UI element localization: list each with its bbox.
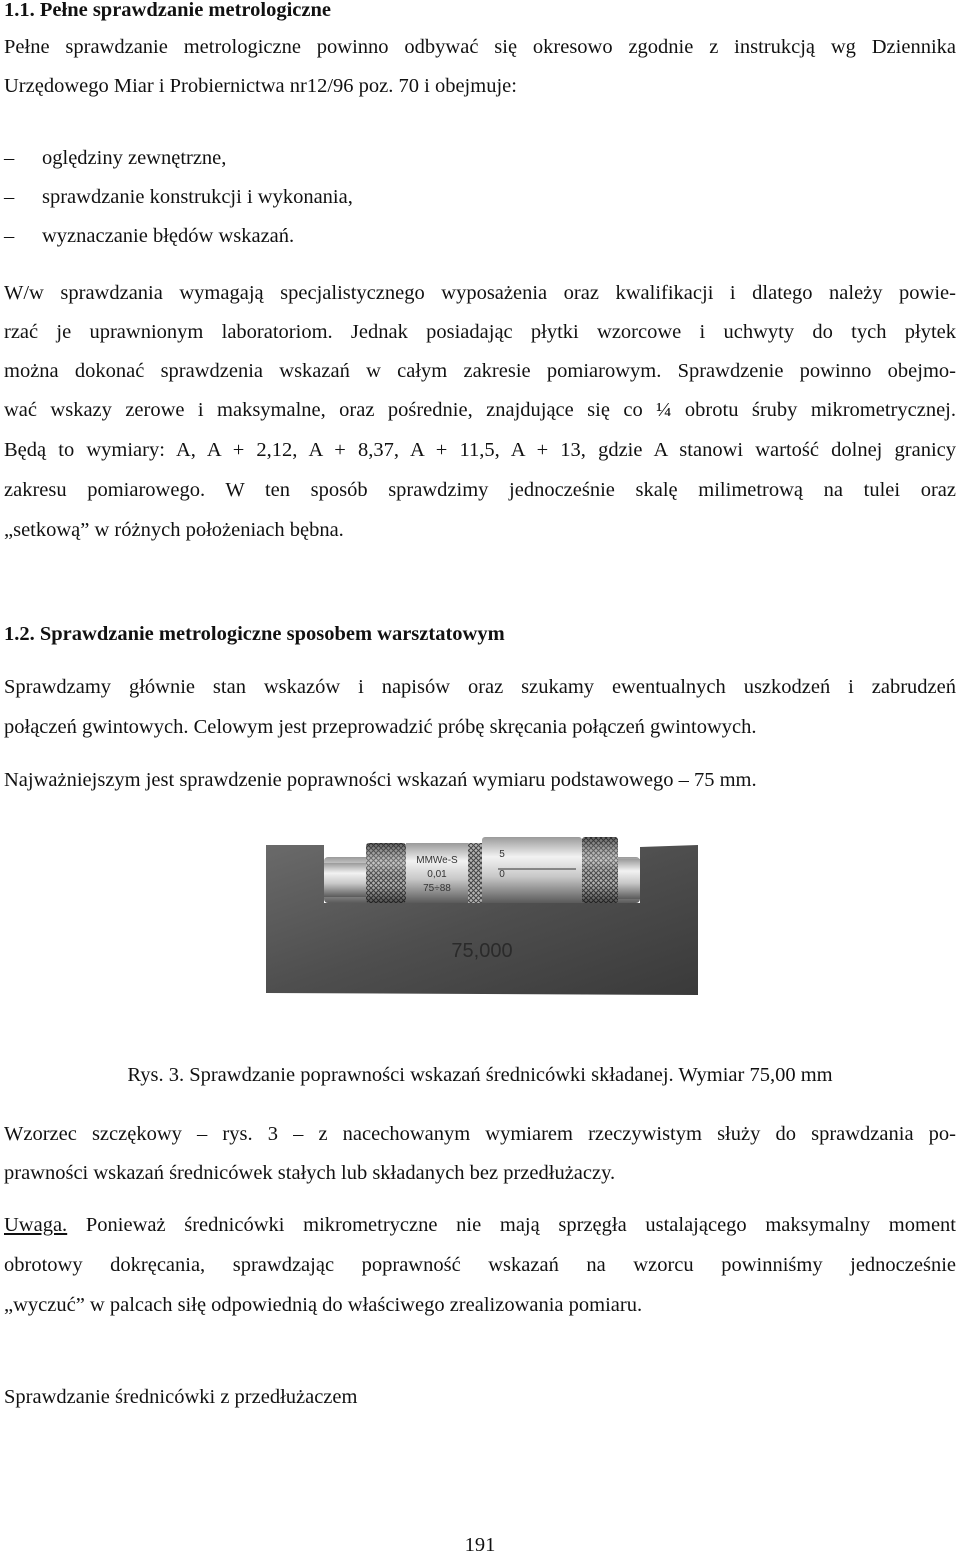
bullet-text: oględziny zewnętrzne, [42, 147, 227, 169]
bullet-text: sprawdzanie konstrukcji i wykonania, [42, 186, 353, 208]
paragraph-line: zakresu pomiarowego. W ten sposób sprawdzimy jednocześnie skalę milimetrową na tulei oraz [4, 479, 956, 501]
subheading: Sprawdzanie średnicówki z przedłużaczem [4, 1386, 358, 1408]
instrument-range-label: 75÷88 [423, 883, 451, 894]
paragraph-line: Będą to wymiary: A, A + 2,12, A + 8,37, A + 11,5, A + 13, gdzie A stanowi wartość dolnej granicy [4, 439, 956, 461]
paragraph-line: Sprawdzamy głównie stan wskazów i napisów oraz szukamy ewentualnych uszkodzeń i zabrudzeń [4, 676, 956, 698]
bullet-item [4, 177, 353, 217]
bullet-item [4, 216, 294, 256]
note-line-2: obrotowy dokręcania, sprawdzając poprawność wskazań na wzorcu powinniśmy jednocześnie [4, 1254, 956, 1276]
dash-bullet-icon: – [4, 225, 15, 247]
note-label: Uwaga. [4, 1214, 68, 1236]
paragraph-line: Najważniejszym jest sprawdzenie poprawności wskazań wymiaru podstawowego – 75 mm. [4, 769, 757, 791]
paragraph-line: można dokonać sprawdzenia wskazań w całym zakresie pomiarowym. Sprawdzenie powinno obejmo- [4, 360, 956, 382]
bullet-text: wyznaczanie błędów wskazań. [42, 225, 295, 247]
paragraph-line: rzać je uprawnionym laboratoriom. Jednak posiadając płytki wzorcowe i uchwyty do tych płytek [4, 321, 956, 343]
dash-bullet-icon: – [4, 147, 15, 169]
block-value-label: 75,000 [451, 940, 513, 962]
drum-mark-label: 0 [499, 869, 505, 880]
figure-caption: Rys. 3. Sprawdzanie poprawności wskazań średnicówki składanej. Wymiar 75,00 mm [127, 1063, 833, 1086]
instrument-resolution-label: 0,01 [427, 869, 447, 880]
paragraph-line: prawności wskazań średnicówek stałych lub składanych bez przedłużaczy. [4, 1162, 616, 1184]
intro-line-1: Pełne sprawdzanie metrologiczne powinno odbywać się okresowo zgodnie z instrukcją wg Dziennika [4, 36, 956, 58]
note-text: Ponieważ średnicówki mikrometryczne nie mają sprzęgła ustalającego maksymalny moment [67, 1214, 956, 1236]
instrument-model-label: MMWe-S [416, 855, 458, 866]
dash-bullet-icon: – [4, 186, 15, 208]
section-heading-1-1: 1.1. Pełne sprawdzanie metrologiczne [4, 0, 331, 21]
drum-mark-label: 5 [499, 849, 505, 860]
paragraph-line: wać wskazy zerowe i maksymalne, oraz pośrednie, znajdujące się co ¼ obrotu śruby mikrometrycznej. [4, 399, 956, 421]
micrometer-photo [266, 833, 698, 995]
bullet-item [4, 138, 226, 178]
note-line-1 [4, 1205, 956, 1245]
page-number: 191 [464, 1533, 496, 1556]
paragraph-line: W/w sprawdzania wymagają specjalistycznego wyposażenia oraz kwalifikacji i dlatego należy powie- [4, 282, 956, 304]
section-heading-1-2: 1.2. Sprawdzanie metrologiczne sposobem warsztatowym [4, 623, 505, 645]
paragraph-line: połączeń gwintowych. Celowym jest przeprowadzić próbę skręcania połączeń gwintowych. [4, 716, 757, 738]
paragraph-line: „setkową” w różnych położeniach bębna. [4, 519, 344, 541]
paragraph-line: Wzorzec szczękowy – rys. 3 – z nacechowanym wymiarem rzeczywistym służy do sprawdzania po- [4, 1123, 956, 1145]
intro-line-2: Urzędowego Miar i Probiernictwa nr12/96 poz. 70 i obejmuje: [4, 75, 517, 97]
note-line-3: „wyczuć” w palcach siłę odpowiednią do właściwego zrealizowania pomiaru. [4, 1294, 643, 1316]
